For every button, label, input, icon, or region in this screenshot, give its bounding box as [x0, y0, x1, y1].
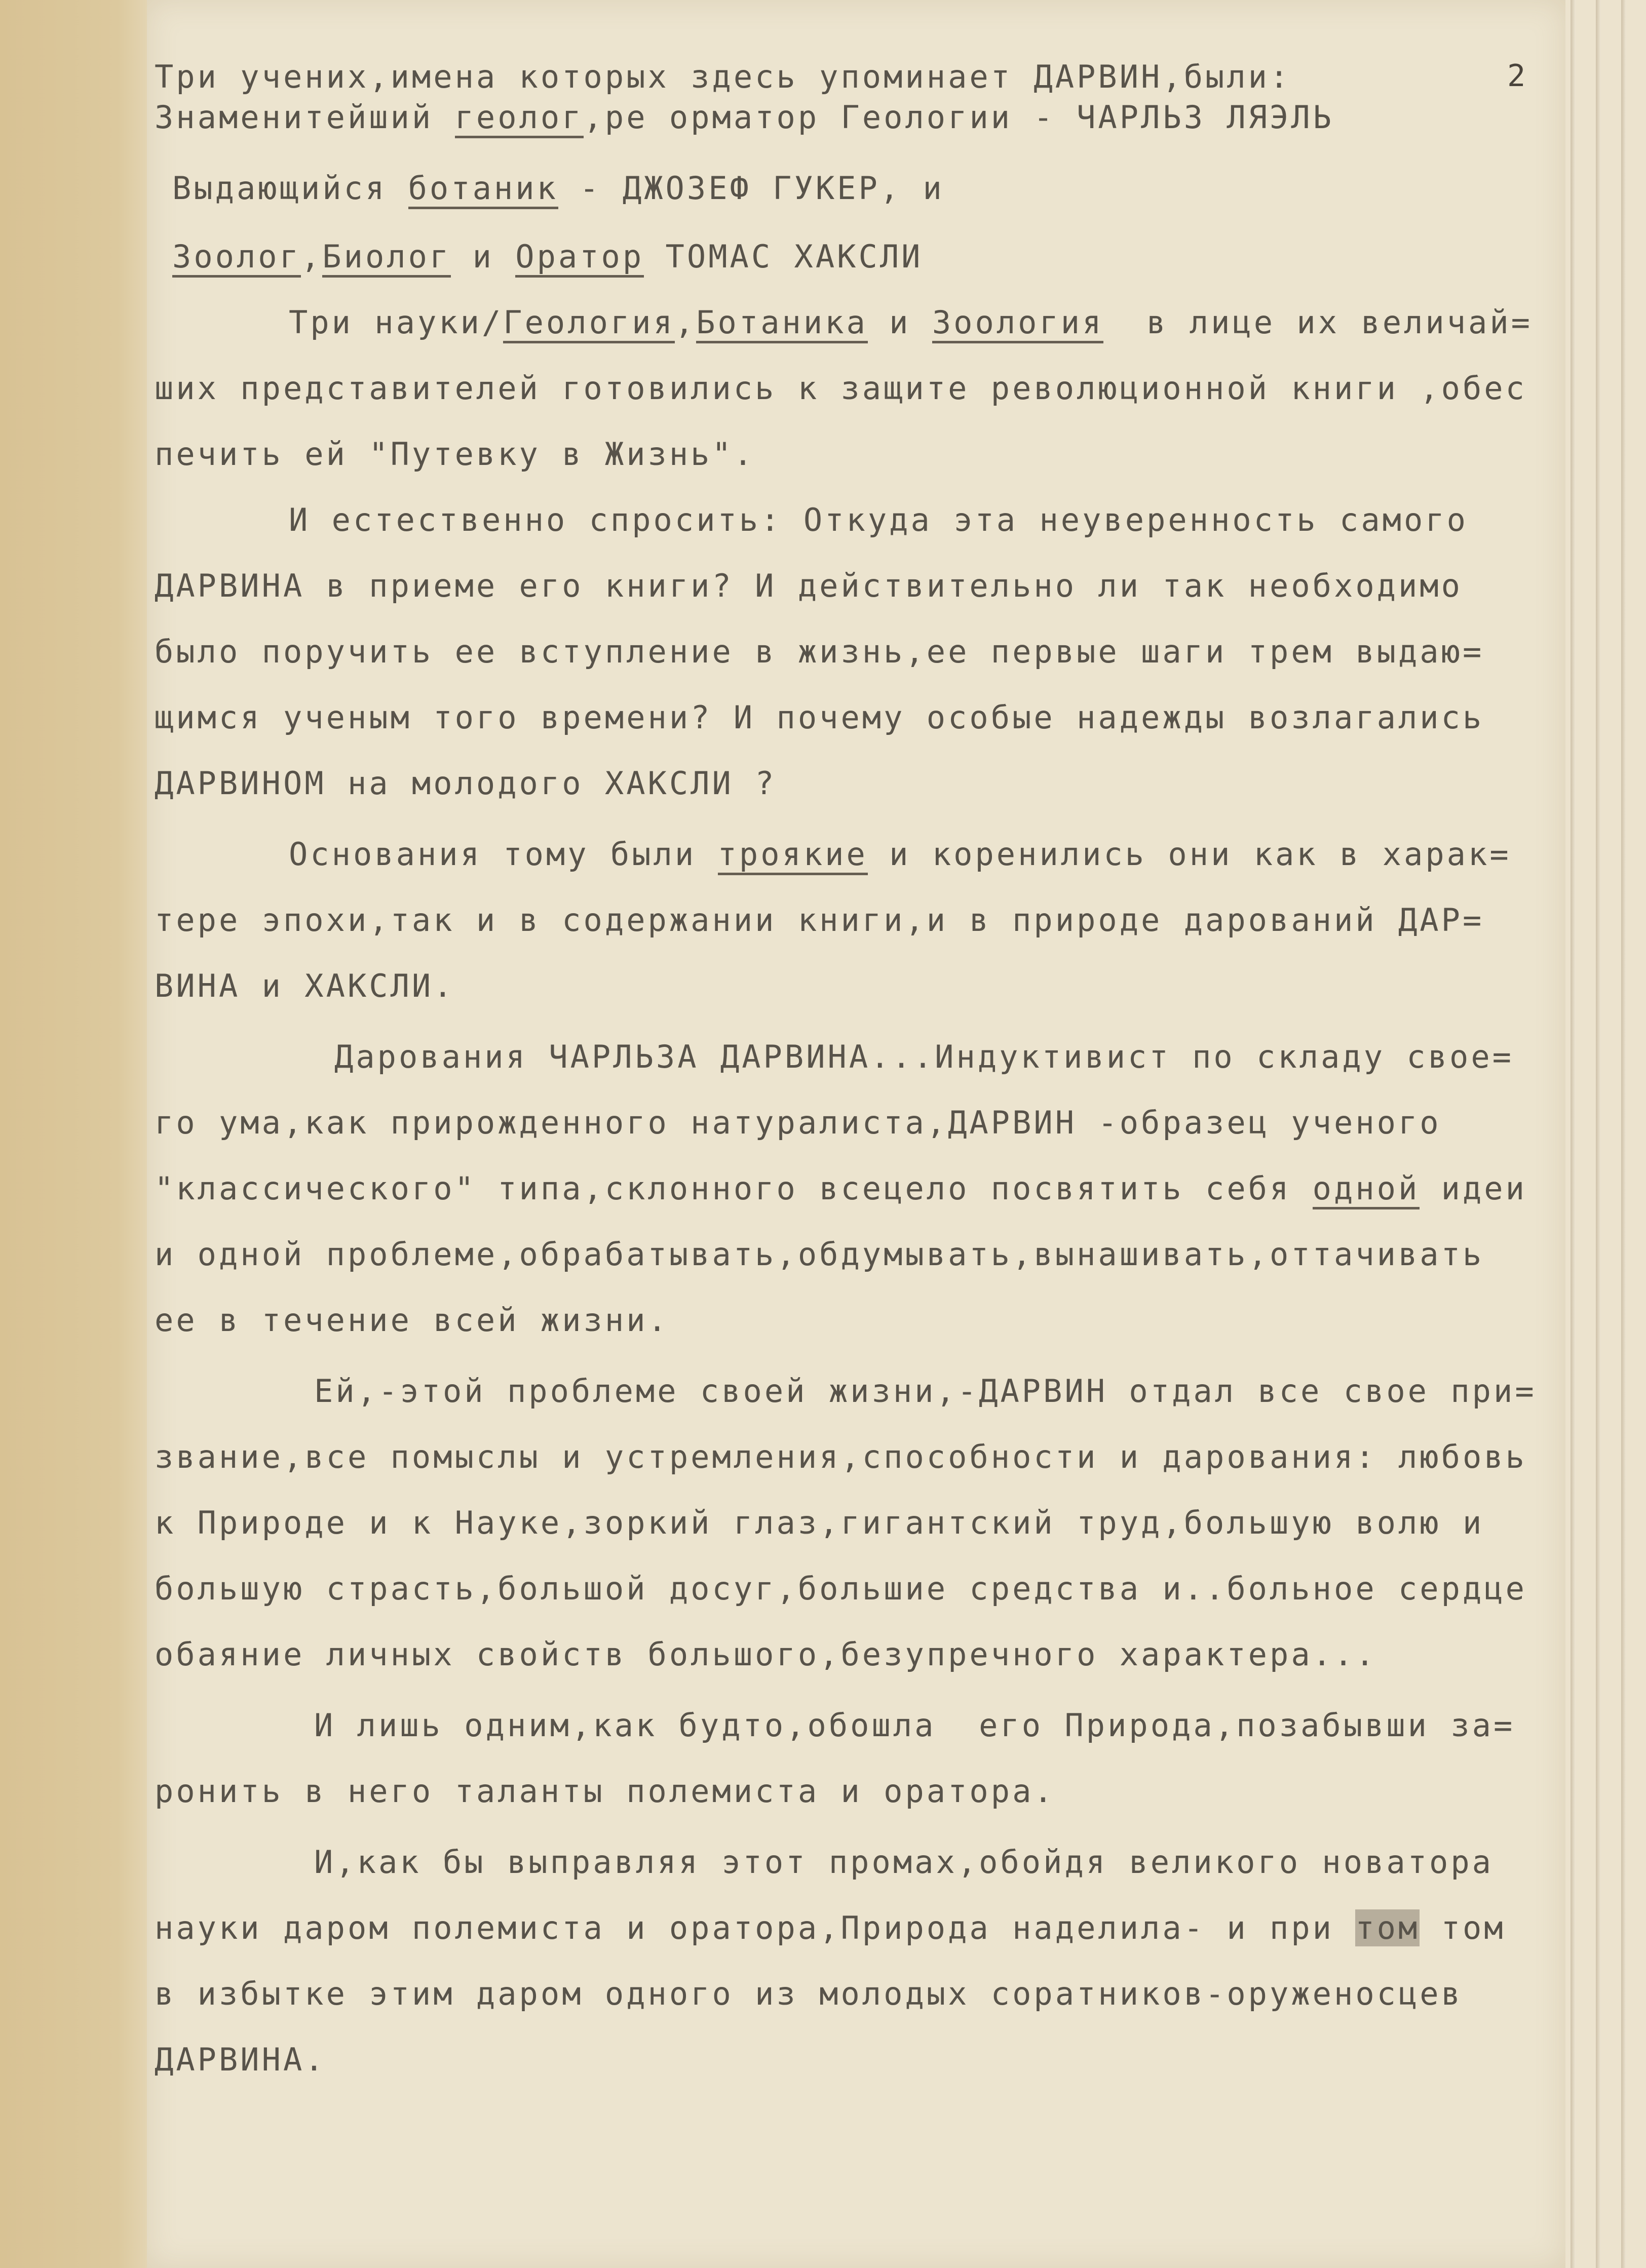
text-line [155, 1636, 1377, 1673]
text-segment: и коренились они как в харак= [867, 836, 1511, 873]
text-line [155, 1170, 1527, 1207]
text-line [289, 836, 1511, 873]
text-line [155, 58, 1291, 95]
binding-strip [0, 0, 147, 2268]
text-line [155, 1104, 1441, 1141]
text-segment: было поручить ее вступление в жизнь,ее первые шаги трем выдаю= [155, 633, 1484, 670]
text-line [155, 1438, 1527, 1475]
text-line [155, 1504, 1484, 1541]
underlined-word: Зоолог [172, 238, 301, 278]
underlined-word: геолог [455, 99, 584, 138]
text-line [155, 633, 1484, 670]
text-segment: звание,все помыслы и устремления,способности и дарования: любовь [155, 1438, 1527, 1475]
text-segment: науки даром полемиста и оратора,Природа наделила- и при [155, 1909, 1356, 1946]
text-segment: и [867, 304, 932, 341]
underlined-word: Ботаника [696, 304, 868, 343]
text-segment: ронить в него таланты полемиста и оратора. [155, 1773, 1055, 1810]
text-segment: щимся ученым того времени? И почему особые надежды возлагались [155, 699, 1484, 736]
text-line [314, 1707, 1515, 1744]
text-segment: Основания тому были [289, 836, 718, 873]
text-line [155, 99, 1334, 136]
underlined-word: одной [1313, 1170, 1420, 1209]
text-segment: ших представителей готовились к защите революционной книги ,обес [155, 370, 1527, 407]
text-segment: тере эпохи,так и в содержании книги,и в природе дарований ДАР= [155, 902, 1484, 939]
text-segment: в избытке этим даром одного из молодых соратников-оруженосцев [155, 1975, 1463, 2012]
text-segment: большую страсть,большой досуг,большие средства и..больное сердце [155, 1570, 1527, 1607]
text-segment: Три науки/ [289, 304, 504, 341]
text-line [155, 967, 455, 1004]
text-segment: , [300, 238, 323, 275]
text-segment: том [1420, 1909, 1506, 1946]
text-line [289, 501, 1468, 538]
text-segment: Ей,-этой проблеме своей жизни,-ДАРВИН отдал все свое при= [314, 1373, 1537, 1410]
text-line [155, 902, 1484, 939]
text-segment: ТОМАС ХАКСЛИ [644, 238, 923, 275]
text-line [155, 1909, 1506, 1946]
text-line [155, 1236, 1484, 1273]
text-line [155, 567, 1463, 604]
page-number: 2 [1507, 58, 1526, 94]
text-line [289, 304, 1533, 341]
text-segment: И,как бы выправляя этот промах,обойдя великого новатора [314, 1844, 1494, 1881]
text-segment: Три учених,имена которых здесь упоминает ДАРВИН,были: [155, 58, 1291, 95]
text-segment: ,ре орматор Геологии - ЧАРЛЬЗ ЛЯЭЛЬ [583, 99, 1334, 136]
text-segment: ДАРВИНА в приеме его книги? И действительно ли так необходимо [155, 567, 1463, 604]
text-segment: ее в течение всей жизни. [155, 1302, 669, 1339]
text-line [172, 170, 944, 207]
text-segment: к Природе и к Науке,зоркий глаз,гигантский труд,большую волю и [155, 1504, 1484, 1541]
page-edge [1571, 0, 1576, 2268]
text-segment: Выдающийся [172, 170, 408, 207]
text-line [155, 765, 777, 802]
text-segment: го ума,как прирожденного натуралиста,ДАРВИН -образец ученого [155, 1104, 1441, 1141]
underlined-word: Биолог [322, 238, 451, 278]
underlined-word: Геология [503, 304, 675, 343]
text-segment: , [674, 304, 697, 341]
underlined-word: ботаник [408, 170, 558, 209]
text-segment: том [1355, 1909, 1420, 1946]
text-segment: ДАРВИНОМ на молодого ХАКСЛИ ? [155, 765, 777, 802]
underlined-word: Оратор [515, 238, 644, 278]
text-segment: и [451, 238, 516, 275]
text-line [155, 436, 755, 473]
text-line [155, 1302, 669, 1339]
text-line [172, 238, 923, 275]
underlined-word: трoякие [718, 836, 868, 875]
text-segment: идеи [1420, 1170, 1527, 1207]
text-segment: "классического" типа,склонного всецело посвятить себя [155, 1170, 1313, 1207]
text-segment: и одной проблеме,обрабатывать,обдумывать,вынашивать,оттачивать [155, 1236, 1484, 1273]
text-segment: Знаменитейший [155, 99, 455, 136]
text-segment: ВИНА и ХАКСЛИ. [155, 967, 455, 1004]
text-line [155, 1773, 1055, 1810]
text-line [334, 1038, 1514, 1075]
text-line [155, 1570, 1527, 1607]
text-segment: - ДЖОЗЕФ ГУКЕР, и [558, 170, 944, 207]
text-line [155, 2041, 326, 2078]
text-segment: печить ей "Путевку в Жизнь". [155, 436, 755, 473]
text-line [155, 1975, 1463, 2012]
text-line [314, 1373, 1537, 1410]
underlined-word: Зоология [932, 304, 1104, 343]
text-segment: в лице их величай= [1103, 304, 1533, 341]
text-segment: И естественно спросить: Откуда эта неуверенность самого [289, 501, 1468, 538]
text-line [155, 370, 1527, 407]
text-segment: обаяние личных свойств большого,безупречного характера... [155, 1636, 1377, 1673]
page-edge [1621, 0, 1626, 2268]
text-segment: И лишь одним,как будто,обошла его Природа,позабывши за= [314, 1707, 1515, 1744]
page-edge [1596, 0, 1601, 2268]
text-line [155, 699, 1484, 736]
text-line [314, 1844, 1494, 1881]
text-segment: ДАРВИНА. [155, 2041, 326, 2078]
text-segment: Дарования ЧАРЛЬЗА ДАРВИНА...Индуктивист по складу свое= [334, 1038, 1514, 1075]
